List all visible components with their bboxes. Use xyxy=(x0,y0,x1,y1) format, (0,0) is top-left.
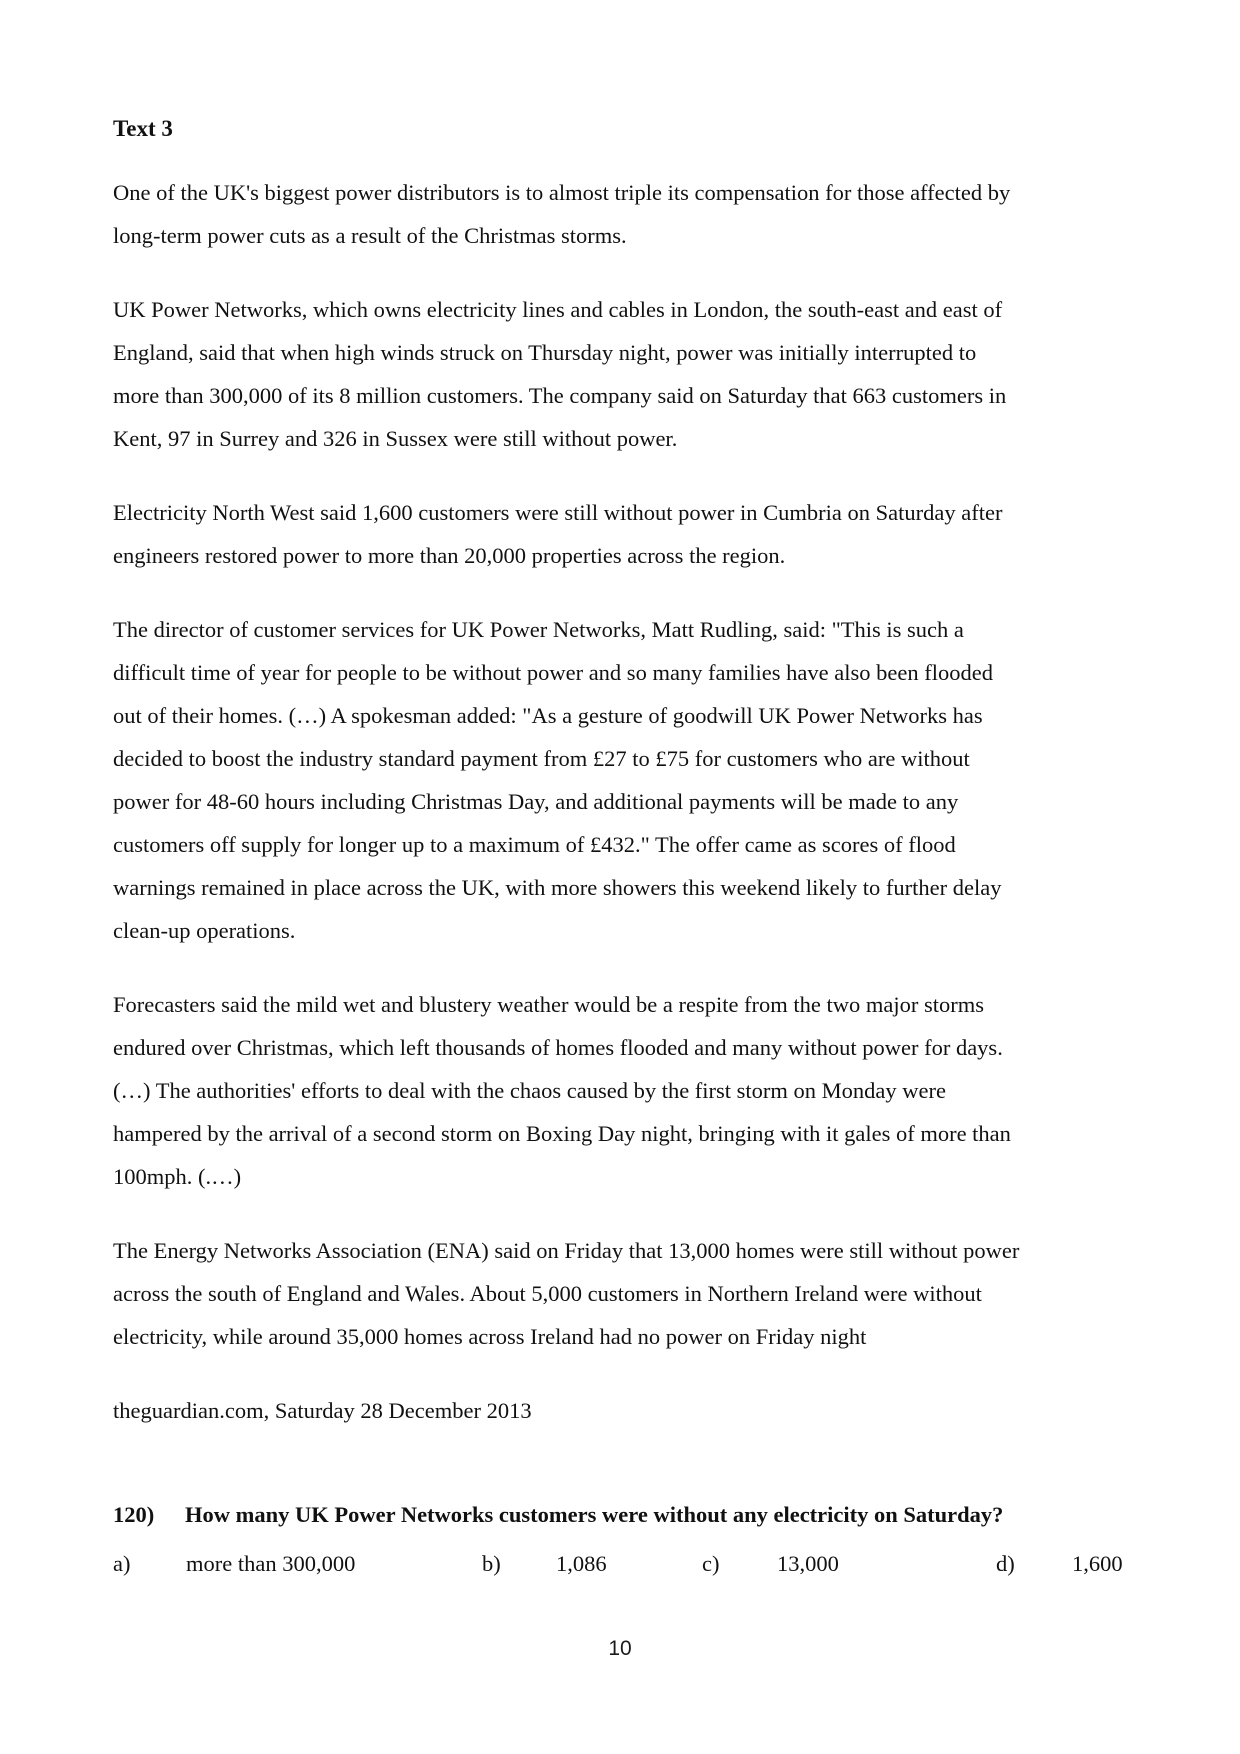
question-text: How many UK Power Networks customers were without any electricity on Saturday? xyxy=(185,1502,1004,1527)
page-number: 10 xyxy=(608,1637,632,1660)
paragraph-electricity-north-west: Electricity North West said 1,600 customers were still without power in Cumbria on Saturday after engineers restored power to more than 20,000 properties across the region. xyxy=(113,500,1003,568)
option-b-letter: b) xyxy=(482,1551,501,1576)
text-heading: Text 3 xyxy=(113,116,173,141)
paragraph-uk-power-networks: UK Power Networks, which owns electricity lines and cables in London, the south-east and east of England, said that when high winds struck on Thursday night, power was initially interrupted to more than 300,000 of its 8 million customers. The company said on Saturday that 663 customers in Kent, 97 in Surrey and 326 in Sussex were still without power. xyxy=(113,297,1007,451)
source-line: theguardian.com, Saturday 28 December 2013 xyxy=(113,1398,532,1423)
paragraph-director-quote: The director of customer services for UK Power Networks, Matt Rudling, said: "This is such a difficult time of year for people to be without power and so many families have also been flooded out of their homes. (…) A spokesman added: "As a gesture of goodwill UK Power Networks has decided to boost the industry standard payment from £27 to £75 for customers who are without power for 48-60 hours including Christmas Day, and additional payments will be made to any customers off supply for longer up to a maximum of £432." The offer came as scores of flood warnings remained in place across the UK, with more showers this weekend likely to further delay clean-up operations. xyxy=(113,617,1002,943)
option-a-letter: a) xyxy=(113,1551,131,1576)
question-120 xyxy=(0,1493,1240,1536)
option-a-text: more than 300,000 xyxy=(186,1551,356,1576)
paragraph-forecasters: Forecasters said the mild wet and blustery weather would be a respite from the two major storms endured over Christmas, which left thousands of homes flooded and many without power for days. (…) The authorities' efforts to deal with the chaos caused by the first storm on Monday were hampered by the arrival of a second storm on Boxing Day night, bringing with it gales of more than 100mph. (.…) xyxy=(113,992,1011,1189)
answer-options-row xyxy=(0,1542,1240,1585)
option-c-text: 13,000 xyxy=(777,1551,839,1576)
option-d-letter: d) xyxy=(996,1551,1015,1576)
option-b-text: 1,086 xyxy=(556,1551,607,1576)
paragraph-intro: One of the UK's biggest power distributors is to almost triple its compensation for those affected by long-term power cuts as a result of the Christmas storms. xyxy=(113,180,1011,248)
question-number: 120) xyxy=(113,1502,155,1527)
option-c-letter: c) xyxy=(702,1551,720,1576)
paragraph-ena: The Energy Networks Association (ENA) said on Friday that 13,000 homes were still without power across the south of England and Wales. About 5,000 customers in Northern Ireland were without electricity, while around 35,000 homes across Ireland had no power on Friday night xyxy=(113,1238,1020,1349)
option-d-text: 1,600 xyxy=(1072,1551,1123,1576)
